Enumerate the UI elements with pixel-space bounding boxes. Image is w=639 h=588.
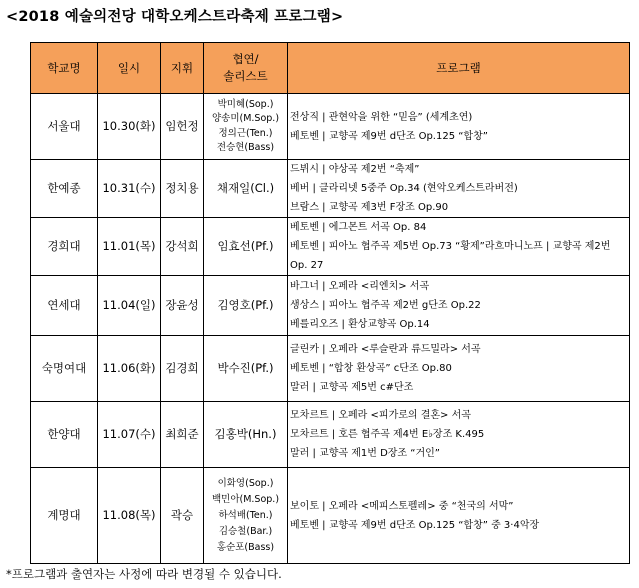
conductor-cell: 임헌정 — [161, 94, 204, 160]
program-cell — [288, 218, 630, 276]
soloist: 김홍박(Hn.) — [214, 427, 277, 441]
conductor-cell: 정치용 — [161, 160, 204, 218]
table-row — [31, 402, 630, 468]
school-cell: 한양대 — [31, 402, 98, 468]
conductor-cell: 강석희 — [161, 218, 204, 276]
program-cell — [288, 276, 630, 336]
soloists-cell — [204, 468, 288, 564]
program-cell — [288, 336, 630, 402]
program-line: 베토벤 | 교향곡 제9번 d단조 Op.125 “합창” — [290, 130, 488, 142]
program-cell — [288, 402, 630, 468]
school-cell: 한예종 — [31, 160, 98, 218]
program-cell — [288, 160, 630, 218]
conductor-cell: 김경희 — [161, 336, 204, 402]
program-line: 드뷔시 | 야상곡 제2번 “축제” — [290, 164, 420, 175]
table-row — [31, 94, 630, 160]
program-table — [30, 42, 630, 564]
soloist: 박수진(Pf.) — [217, 361, 274, 375]
soloists-cell — [204, 336, 288, 402]
program-line: 보이토 | 오페라 <메피스토펠레> 중 “천국의 서막” — [290, 500, 514, 512]
footnote: *프로그램과 출연자는 사정에 따라 변경될 수 있습니다. — [6, 567, 282, 581]
school-cell: 경희대 — [31, 218, 98, 276]
program-line: 모차르트 | 호른 협주곡 제4번 E♭장조 K.495 — [290, 429, 485, 440]
program-line: 글린카 | 오페라 <루슬란과 류드밀라> 서곡 — [290, 344, 481, 355]
school-cell: 계명대 — [31, 468, 98, 564]
soloist: 박미혜(Sop.) — [217, 98, 274, 110]
soloists-cell — [204, 160, 288, 218]
conductor-cell: 장윤성 — [161, 276, 204, 336]
program-cell — [288, 468, 630, 564]
program-line: 브람스 | 교향곡 제3번 F장조 Op.90 — [290, 202, 449, 213]
table-row — [31, 276, 630, 336]
header-date: 일시 — [98, 43, 161, 94]
table-row — [31, 218, 630, 276]
header-soloists — [204, 43, 288, 94]
table-row — [31, 160, 630, 218]
header-row — [31, 43, 630, 94]
soloist: 김영호(Pf.) — [217, 298, 274, 312]
program-line: 베토벤 | “합창 환상곡” c단조 Op.80 — [290, 363, 452, 374]
soloists-cell — [204, 218, 288, 276]
conductor-cell: 곽승 — [161, 468, 204, 564]
table-row — [31, 468, 630, 564]
program-line: 말러 | 교향곡 제5번 c#단조 — [290, 382, 414, 393]
soloist: 백민아(M.Sop.) — [211, 493, 280, 505]
soloist: 김승철(Bar.) — [218, 525, 273, 537]
date-cell: 10.31(수) — [98, 160, 161, 218]
table-row — [31, 336, 630, 402]
program-line: 베버 | 클라리넷 5중주 Op.34 (현악오케스트라버전) — [290, 183, 518, 194]
soloist: 이화영(Sop.) — [217, 477, 274, 489]
date-cell: 10.30(화) — [98, 94, 161, 160]
soloist: 채재일(Cl.) — [216, 181, 275, 195]
date-cell: 11.07(수) — [98, 402, 161, 468]
soloist: 정의근(Ten.) — [218, 127, 273, 139]
program-line: 베를리오즈 | 환상교향곡 Op.14 — [290, 319, 430, 330]
date-cell: 11.01(목) — [98, 218, 161, 276]
program-line: 생상스 | 피아노 협주곡 제2번 g단조 Op.22 — [290, 300, 481, 311]
soloist: 하석배(Ten.) — [218, 509, 273, 521]
soloists-cell — [204, 94, 288, 160]
program-line: 베토벤 | 교향곡 제9번 d단조 Op.125 “합창” 중 3·4악장 — [290, 519, 540, 531]
school-cell: 서울대 — [31, 94, 98, 160]
program-line: 베토벤 | 에그몬트 서곡 Op. 84 — [290, 222, 427, 233]
program-line: 바그너 | 오페라 <리엔치> 서곡 — [290, 281, 430, 292]
date-cell: 11.04(일) — [98, 276, 161, 336]
header-conductor: 지휘 — [161, 43, 204, 94]
program-cell — [288, 94, 630, 160]
soloist: 전승현(Bass) — [216, 142, 275, 153]
soloists-cell — [204, 276, 288, 336]
conductor-cell: 최희준 — [161, 402, 204, 468]
soloist: 임효선(Pf.) — [217, 239, 274, 253]
date-cell: 11.08(목) — [98, 468, 161, 564]
program-line: 모차르트 | 오페라 <피가로의 결혼> 서곡 — [290, 410, 471, 421]
soloist: 양송미(M.Sop.) — [211, 113, 280, 124]
program-line: 베토벤 | 피아노 협주곡 제5번 Op.73 “황제”라흐마니노프 | 교향곡 제2번 Op. 27 — [290, 241, 611, 271]
page-title: <2018 예술의전당 대학오케스트라축제 프로그램> — [6, 9, 344, 25]
date-cell: 11.06(화) — [98, 336, 161, 402]
header-soloists-text: 협연/ 솔리스트 — [223, 52, 268, 83]
header-school: 학교명 — [31, 43, 98, 94]
program-line: 전상직 | 관현악을 위한 “믿음” (세계초연) — [290, 111, 473, 123]
soloist: 홍순포(Bass) — [216, 541, 275, 553]
school-cell: 연세대 — [31, 276, 98, 336]
header-program: 프로그램 — [288, 43, 630, 94]
program-line: 말러 | 교향곡 제1번 D장조 “거인” — [290, 448, 440, 459]
soloists-cell — [204, 402, 288, 468]
school-cell: 숙명여대 — [31, 336, 98, 402]
